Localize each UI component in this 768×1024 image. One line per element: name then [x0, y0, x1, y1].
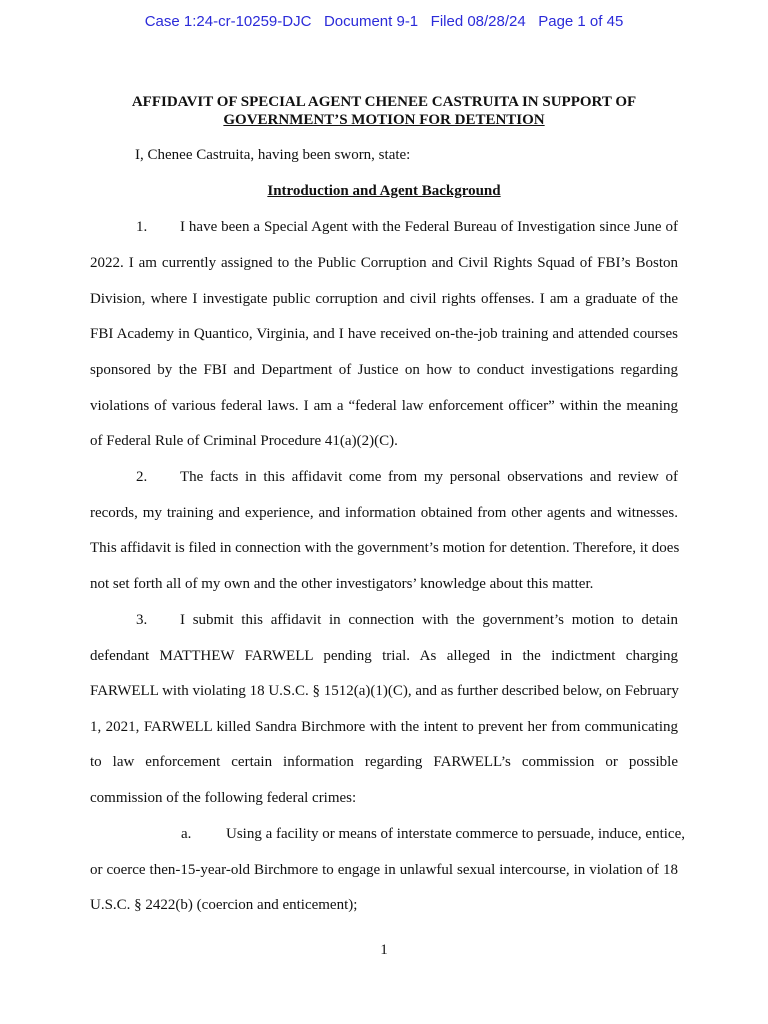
sub-item-line: or coerce then-15-year-old Birchmore to engage in unlawful sexual intercourse, in violation of 18	[90, 862, 678, 878]
paragraph-number: 2.	[136, 469, 148, 485]
paragraph-line: not set forth all of my own and the other investigators’ knowledge about this matter.	[90, 576, 594, 592]
paragraph-line: of Federal Rule of Criminal Procedure 41(a)(2)(C).	[90, 433, 398, 449]
paragraph-line: 2. The facts in this affidavit come from my personal observations and review of	[136, 469, 678, 485]
paragraph-number: 3.	[136, 612, 148, 628]
paragraph-line: to law enforcement certain information regarding FARWELL’s commission or possible	[90, 754, 678, 770]
paragraph-line: 1, 2021, FARWELL killed Sandra Birchmore with the intent to prevent her from communicating	[90, 719, 678, 735]
paragraph-line: FBI Academy in Quantico, Virginia, and I have received on-the-job training and attended courses	[90, 326, 678, 342]
sub-item-line: U.S.C. § 2422(b) (coercion and enticement);	[90, 897, 358, 913]
ecf-filing-header: Case 1:24-cr-10259-DJC Document 9-1 Filed 08/28/24 Page 1 of 45	[144, 13, 624, 30]
sub-item-line: a. Using a facility or means of interstate commerce to persuade, induce, entice,	[181, 826, 685, 842]
sub-item-letter: a.	[181, 826, 192, 842]
paragraph-line: 3. I submit this affidavit in connection with the government’s motion to detain	[136, 612, 678, 628]
section-heading: Introduction and Agent Background	[267, 183, 501, 199]
title-line-2: GOVERNMENT’S MOTION FOR DETENTION	[223, 112, 545, 128]
paragraph-line: defendant MATTHEW FARWELL pending trial. As alleged in the indictment charging	[90, 648, 678, 664]
paragraph-line: 2022. I am currently assigned to the Public Corruption and Civil Rights Squad of FBI’s Boston	[90, 255, 678, 271]
document-title	[90, 93, 678, 129]
paragraph-line: violations of various federal laws. I am a “federal law enforcement officer” within the meaning	[90, 398, 678, 414]
paragraph-line: 1. I have been a Special Agent with the Federal Bureau of Investigation since June of	[136, 219, 678, 235]
paragraph-line: commission of the following federal crimes:	[90, 790, 357, 806]
paragraph-line: Division, where I investigate public corruption and civil rights offenses. I am a graduate of the	[90, 291, 678, 307]
paragraph-number: 1.	[136, 219, 148, 235]
paragraph-line: FARWELL with violating 18 U.S.C. § 1512(a)(1)(C), and as further described below, on February	[90, 683, 679, 699]
sworn-statement: I, Chenee Castruita, having been sworn, state:	[135, 147, 411, 163]
paragraph-line: sponsored by the FBI and Department of Justice on how to conduct investigations regarding	[90, 362, 678, 378]
paragraph-line: records, my training and experience, and information obtained from other agents and witnesses.	[90, 505, 678, 521]
title-line-1: AFFIDAVIT OF SPECIAL AGENT CHENEE CASTRUITA IN SUPPORT OF	[131, 94, 637, 110]
paragraph-line: This affidavit is filed in connection with the government’s motion for detention. Therefore, it does	[90, 540, 680, 556]
page-number: 1	[380, 942, 388, 958]
